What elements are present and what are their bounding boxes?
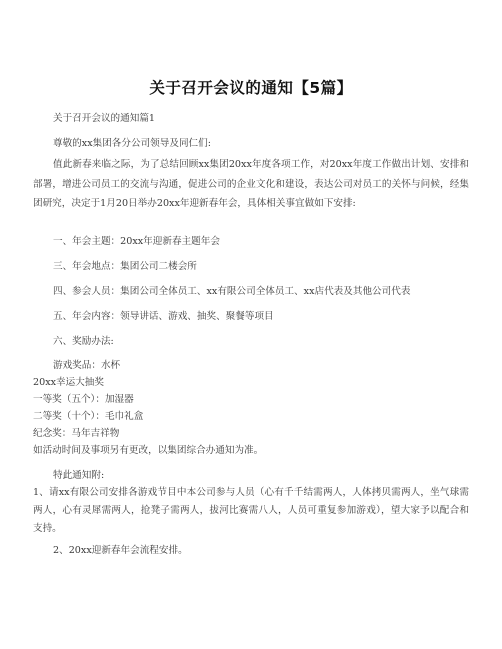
item-attendees: 四、参会人员：集团公司全体员工、xx有限公司全体员工、xx店代表及其他公司代表: [53, 286, 411, 297]
attachment-1: 1、请xx有限公司安排各游戏节目中本公司参与人员（心有千千结需两人，人体拷贝需两人，坐气球需两人，心有灵犀需两人，抢凳子需两人，拔河比赛需八人，人员可重复参加游戏），望大家予以配合和支持。: [33, 487, 469, 534]
prize-game: 游戏奖品：水杯: [53, 360, 121, 371]
greeting: 尊敬的xx集团各分公司领导及同仁们:: [53, 138, 211, 149]
attachment-2: 2、20xx迎新春年会流程安排。: [53, 545, 188, 556]
document-subtitle: 关于召开会议的通知篇1: [53, 113, 156, 124]
item-rewards: 六、奖励办法:: [53, 336, 114, 347]
notice-header: 特此通知附:: [53, 470, 105, 481]
prize-second: 二等奖（十个）：毛巾礼盒: [33, 411, 144, 422]
prize-souvenir: 纪念奖：马年吉祥物: [33, 428, 120, 439]
item-content: 五、年会内容：领导讲话、游戏、抽奖、聚餐等项目: [53, 311, 274, 322]
document-title: 关于召开会议的通知【5篇】: [149, 79, 353, 97]
intro-paragraph: 值此新春来临之际，为了总结回顾xx集团20xx年度各项工作，对20xx年度工作做出计划、安排和部署，增进公司员工的交流与沟通，促进公司的企业文化和建设，表达公司对员工的关怀与问候，经集团研究，决定于1月20日举办20xx年迎新春年会，具体相关事宜做如下安排:: [33, 159, 469, 209]
change-note: 如活动时间及事项另有更改，以集团综合办通知为准。: [33, 445, 264, 456]
prize-first: 一等奖（五个）：加湿器: [33, 394, 134, 405]
item-theme: 一、年会主题：20xx年迎新春主题年会: [53, 236, 220, 247]
item-location: 三、年会地点：集团公司二楼会所: [53, 261, 197, 272]
prize-lottery: 20xx幸运大抽奖: [33, 377, 104, 388]
